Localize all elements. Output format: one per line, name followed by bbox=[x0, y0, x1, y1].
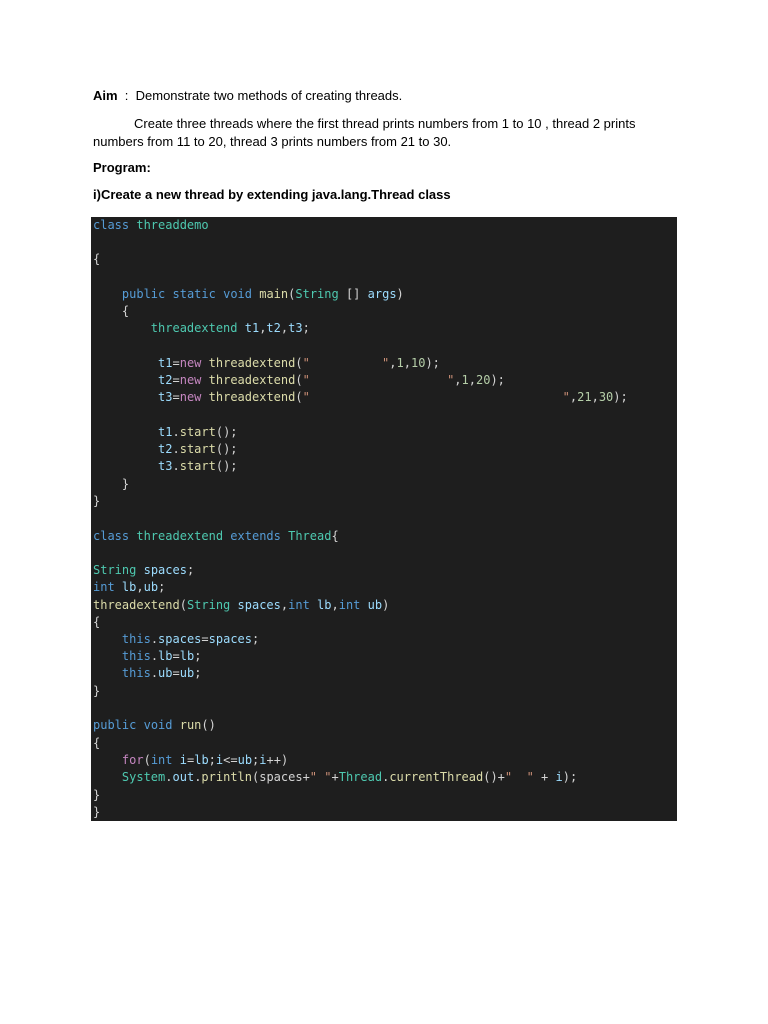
code-token: void bbox=[143, 718, 173, 732]
code-token: ); bbox=[425, 356, 440, 370]
code-line bbox=[93, 752, 288, 769]
code-token: ++) bbox=[266, 753, 289, 767]
code-token: . bbox=[382, 770, 390, 784]
code-token: 21 bbox=[577, 390, 592, 404]
code-token: . bbox=[172, 459, 180, 473]
code-token: t2 bbox=[158, 442, 173, 456]
code-token: ; bbox=[208, 753, 216, 767]
code-token: , bbox=[468, 373, 476, 387]
code-line bbox=[93, 579, 165, 596]
code-token: currentThread bbox=[389, 770, 484, 784]
code-line bbox=[93, 631, 259, 648]
code-token: this bbox=[121, 632, 151, 646]
code-token: spaces bbox=[208, 632, 252, 646]
code-token bbox=[136, 563, 143, 577]
code-token bbox=[93, 356, 158, 370]
code-token: lb bbox=[194, 753, 209, 767]
code-token bbox=[173, 718, 180, 732]
code-token bbox=[230, 598, 237, 612]
code-token: lb bbox=[317, 598, 332, 612]
code-token: ub bbox=[179, 666, 195, 680]
code-token: = bbox=[186, 753, 195, 767]
code-token: lb bbox=[179, 649, 195, 663]
code-line bbox=[93, 389, 628, 406]
code-token bbox=[360, 598, 367, 612]
code-token: ( bbox=[179, 598, 187, 612]
code-token: " " bbox=[302, 356, 390, 370]
code-token: ; bbox=[302, 321, 310, 335]
code-token: start bbox=[179, 425, 216, 439]
code-token: ) bbox=[396, 287, 404, 301]
code-token: String bbox=[186, 598, 231, 612]
code-token: t3 bbox=[158, 459, 173, 473]
code-token: threadextend bbox=[136, 529, 224, 543]
code-token: t3 bbox=[288, 321, 303, 335]
code-token: = bbox=[172, 356, 180, 370]
code-token: ub bbox=[158, 666, 173, 680]
code-token: ( bbox=[143, 753, 151, 767]
code-token: for bbox=[121, 753, 144, 767]
code-token: main bbox=[259, 287, 289, 301]
code-token: Thread bbox=[338, 770, 383, 784]
code-token: ; bbox=[252, 753, 260, 767]
code-token: String bbox=[295, 287, 339, 301]
code-token: spaces bbox=[237, 598, 281, 612]
code-token: = bbox=[172, 373, 180, 387]
code-token bbox=[310, 598, 317, 612]
code-token: , bbox=[591, 390, 599, 404]
code-token: + bbox=[533, 770, 556, 784]
code-token: int bbox=[150, 753, 173, 767]
code-token bbox=[93, 321, 151, 335]
code-token bbox=[165, 287, 172, 301]
aim-label: Aim bbox=[93, 88, 118, 103]
code-token bbox=[93, 287, 122, 301]
code-token: ub bbox=[143, 580, 159, 594]
code-token bbox=[201, 390, 208, 404]
program-heading: Program: bbox=[93, 160, 151, 175]
code-token: void bbox=[223, 287, 252, 301]
code-token: 1 bbox=[461, 373, 469, 387]
code-token: threaddemo bbox=[136, 218, 209, 232]
code-token: i bbox=[259, 753, 267, 767]
code-block bbox=[91, 217, 677, 821]
code-token: t3 bbox=[158, 390, 173, 404]
code-line bbox=[93, 683, 100, 700]
code-token: Thread bbox=[288, 529, 332, 543]
code-token: threadextend bbox=[208, 356, 296, 370]
code-token: 20 bbox=[476, 373, 491, 387]
code-token: , bbox=[136, 580, 144, 594]
code-token: i bbox=[555, 770, 563, 784]
code-token bbox=[93, 442, 158, 456]
code-token bbox=[216, 287, 223, 301]
code-token: ub bbox=[237, 753, 253, 767]
code-token: public bbox=[93, 718, 137, 732]
code-token: ) bbox=[382, 598, 390, 612]
code-token: class bbox=[93, 218, 130, 232]
code-token: = bbox=[172, 666, 180, 680]
code-line bbox=[93, 735, 100, 752]
code-token: , bbox=[389, 356, 397, 370]
code-token: { bbox=[93, 736, 101, 750]
code-token bbox=[93, 753, 122, 767]
code-token: (spaces+ bbox=[252, 770, 310, 784]
code-token: threadextend bbox=[208, 390, 296, 404]
code-token: ub bbox=[367, 598, 383, 612]
code-line bbox=[93, 320, 310, 337]
code-line bbox=[93, 717, 216, 734]
code-line bbox=[93, 665, 201, 682]
code-token: int bbox=[93, 580, 115, 594]
code-token: spaces bbox=[158, 632, 202, 646]
code-token bbox=[93, 649, 122, 663]
code-token: this bbox=[121, 649, 151, 663]
code-line bbox=[93, 528, 339, 545]
code-line bbox=[93, 476, 129, 493]
code-token bbox=[173, 753, 180, 767]
code-token bbox=[93, 390, 158, 404]
code-token bbox=[115, 580, 122, 594]
code-token: ; bbox=[252, 632, 260, 646]
code-token: spaces bbox=[143, 563, 187, 577]
code-token: out bbox=[172, 770, 195, 784]
code-token: () bbox=[201, 718, 216, 732]
code-token bbox=[93, 666, 122, 680]
code-line bbox=[93, 648, 201, 665]
code-token bbox=[93, 373, 158, 387]
code-token: . bbox=[150, 649, 159, 663]
code-line bbox=[93, 614, 100, 631]
code-token: extends bbox=[230, 529, 281, 543]
method-subtitle: i)Create a new thread by extending java.lang.Thread class bbox=[93, 187, 451, 202]
code-token: i bbox=[215, 753, 224, 767]
code-token: , bbox=[403, 356, 411, 370]
code-token: . bbox=[150, 666, 159, 680]
code-token: int bbox=[288, 598, 310, 612]
code-token: , bbox=[454, 373, 462, 387]
code-line bbox=[93, 217, 209, 234]
code-token: ( bbox=[295, 356, 303, 370]
code-token: ); bbox=[613, 390, 628, 404]
aim-text: Demonstrate two methods of creating threads. bbox=[135, 88, 403, 103]
code-token: . bbox=[172, 442, 180, 456]
code-token: new bbox=[179, 373, 202, 387]
code-line bbox=[93, 597, 389, 614]
code-token: . bbox=[194, 770, 202, 784]
code-token: public bbox=[121, 287, 166, 301]
code-token bbox=[201, 373, 208, 387]
code-token: ; bbox=[186, 563, 195, 577]
code-token: , bbox=[280, 598, 289, 612]
code-token: threadextend bbox=[208, 373, 296, 387]
code-token: threadextend bbox=[93, 598, 180, 612]
code-token: t2 bbox=[158, 373, 173, 387]
code-token: 1 bbox=[396, 356, 404, 370]
code-line bbox=[93, 769, 577, 786]
code-token: { bbox=[93, 252, 101, 266]
code-token: ; bbox=[158, 580, 166, 594]
code-token: new bbox=[179, 390, 202, 404]
code-token: lb bbox=[121, 580, 137, 594]
code-token: = bbox=[172, 390, 180, 404]
code-line bbox=[93, 441, 238, 458]
code-token: static bbox=[172, 287, 216, 301]
code-token: " " bbox=[302, 373, 455, 387]
code-token: start bbox=[179, 442, 216, 456]
code-token bbox=[93, 770, 122, 784]
code-token: = bbox=[201, 632, 209, 646]
code-token bbox=[93, 425, 158, 439]
code-token: String bbox=[93, 563, 137, 577]
code-token: } bbox=[93, 805, 101, 819]
code-token: run bbox=[179, 718, 202, 732]
code-token: ; bbox=[194, 666, 202, 680]
code-token: { bbox=[93, 615, 101, 629]
code-token bbox=[136, 718, 143, 732]
code-line bbox=[93, 787, 100, 804]
code-token: " " bbox=[302, 390, 570, 404]
code-token: ; bbox=[194, 649, 202, 663]
code-token: this bbox=[121, 666, 151, 680]
code-token bbox=[93, 632, 122, 646]
code-token: 30 bbox=[598, 390, 614, 404]
code-token: new bbox=[179, 356, 202, 370]
code-line bbox=[93, 804, 100, 821]
code-line bbox=[93, 355, 440, 372]
code-token: i bbox=[179, 753, 187, 767]
code-token bbox=[201, 356, 208, 370]
code-token: <= bbox=[223, 753, 238, 767]
code-token: " " bbox=[309, 770, 332, 784]
code-token: t1 bbox=[158, 425, 173, 439]
code-token bbox=[93, 459, 158, 473]
code-token: ( bbox=[295, 373, 303, 387]
code-token: } bbox=[93, 477, 130, 491]
code-line bbox=[93, 493, 100, 510]
code-token: ); bbox=[490, 373, 505, 387]
code-line bbox=[93, 458, 238, 475]
code-token: = bbox=[172, 649, 180, 663]
code-token: } bbox=[93, 788, 101, 802]
code-token: t1 bbox=[244, 321, 260, 335]
code-token: (); bbox=[215, 425, 238, 439]
problem-description: Create three threads where the first thread prints numbers from 1 to 10 , thread 2 prints numbers from 11 to 20, thread 3 prints numbers from 21 to 30. bbox=[93, 116, 636, 149]
code-line bbox=[93, 303, 129, 320]
code-token: ); bbox=[562, 770, 578, 784]
code-token: System bbox=[121, 770, 166, 784]
code-token: . bbox=[172, 425, 180, 439]
code-token: { bbox=[331, 529, 339, 543]
code-token: println bbox=[201, 770, 252, 784]
code-token: start bbox=[179, 459, 216, 473]
code-token: + bbox=[331, 770, 339, 784]
code-token: threadextend bbox=[150, 321, 238, 335]
code-token: t2 bbox=[266, 321, 281, 335]
code-token: args bbox=[367, 287, 397, 301]
code-token: [] bbox=[338, 287, 368, 301]
code-token: lb bbox=[158, 649, 173, 663]
code-token: ( bbox=[288, 287, 296, 301]
code-line bbox=[93, 372, 505, 389]
code-token: class bbox=[93, 529, 130, 543]
aim-line bbox=[93, 88, 402, 103]
code-token: } bbox=[93, 684, 101, 698]
code-token: ()+ bbox=[483, 770, 505, 784]
code-token bbox=[238, 321, 245, 335]
code-token: } bbox=[93, 494, 101, 508]
code-token: ( bbox=[295, 390, 303, 404]
code-line bbox=[93, 424, 238, 441]
code-token: , bbox=[569, 390, 578, 404]
code-token: . bbox=[150, 632, 159, 646]
code-token: " " bbox=[504, 770, 534, 784]
code-token: { bbox=[93, 304, 130, 318]
code-token: t1 bbox=[158, 356, 173, 370]
code-token: . bbox=[165, 770, 173, 784]
code-line bbox=[93, 286, 404, 303]
code-token: (); bbox=[215, 459, 238, 473]
code-token: (); bbox=[215, 442, 238, 456]
code-token: 10 bbox=[410, 356, 426, 370]
aim-separator: : bbox=[117, 88, 136, 103]
code-line bbox=[93, 562, 194, 579]
code-token: int bbox=[338, 598, 361, 612]
code-token: , bbox=[280, 321, 289, 335]
code-line bbox=[93, 251, 100, 268]
code-token: , bbox=[259, 321, 267, 335]
code-token: , bbox=[331, 598, 339, 612]
